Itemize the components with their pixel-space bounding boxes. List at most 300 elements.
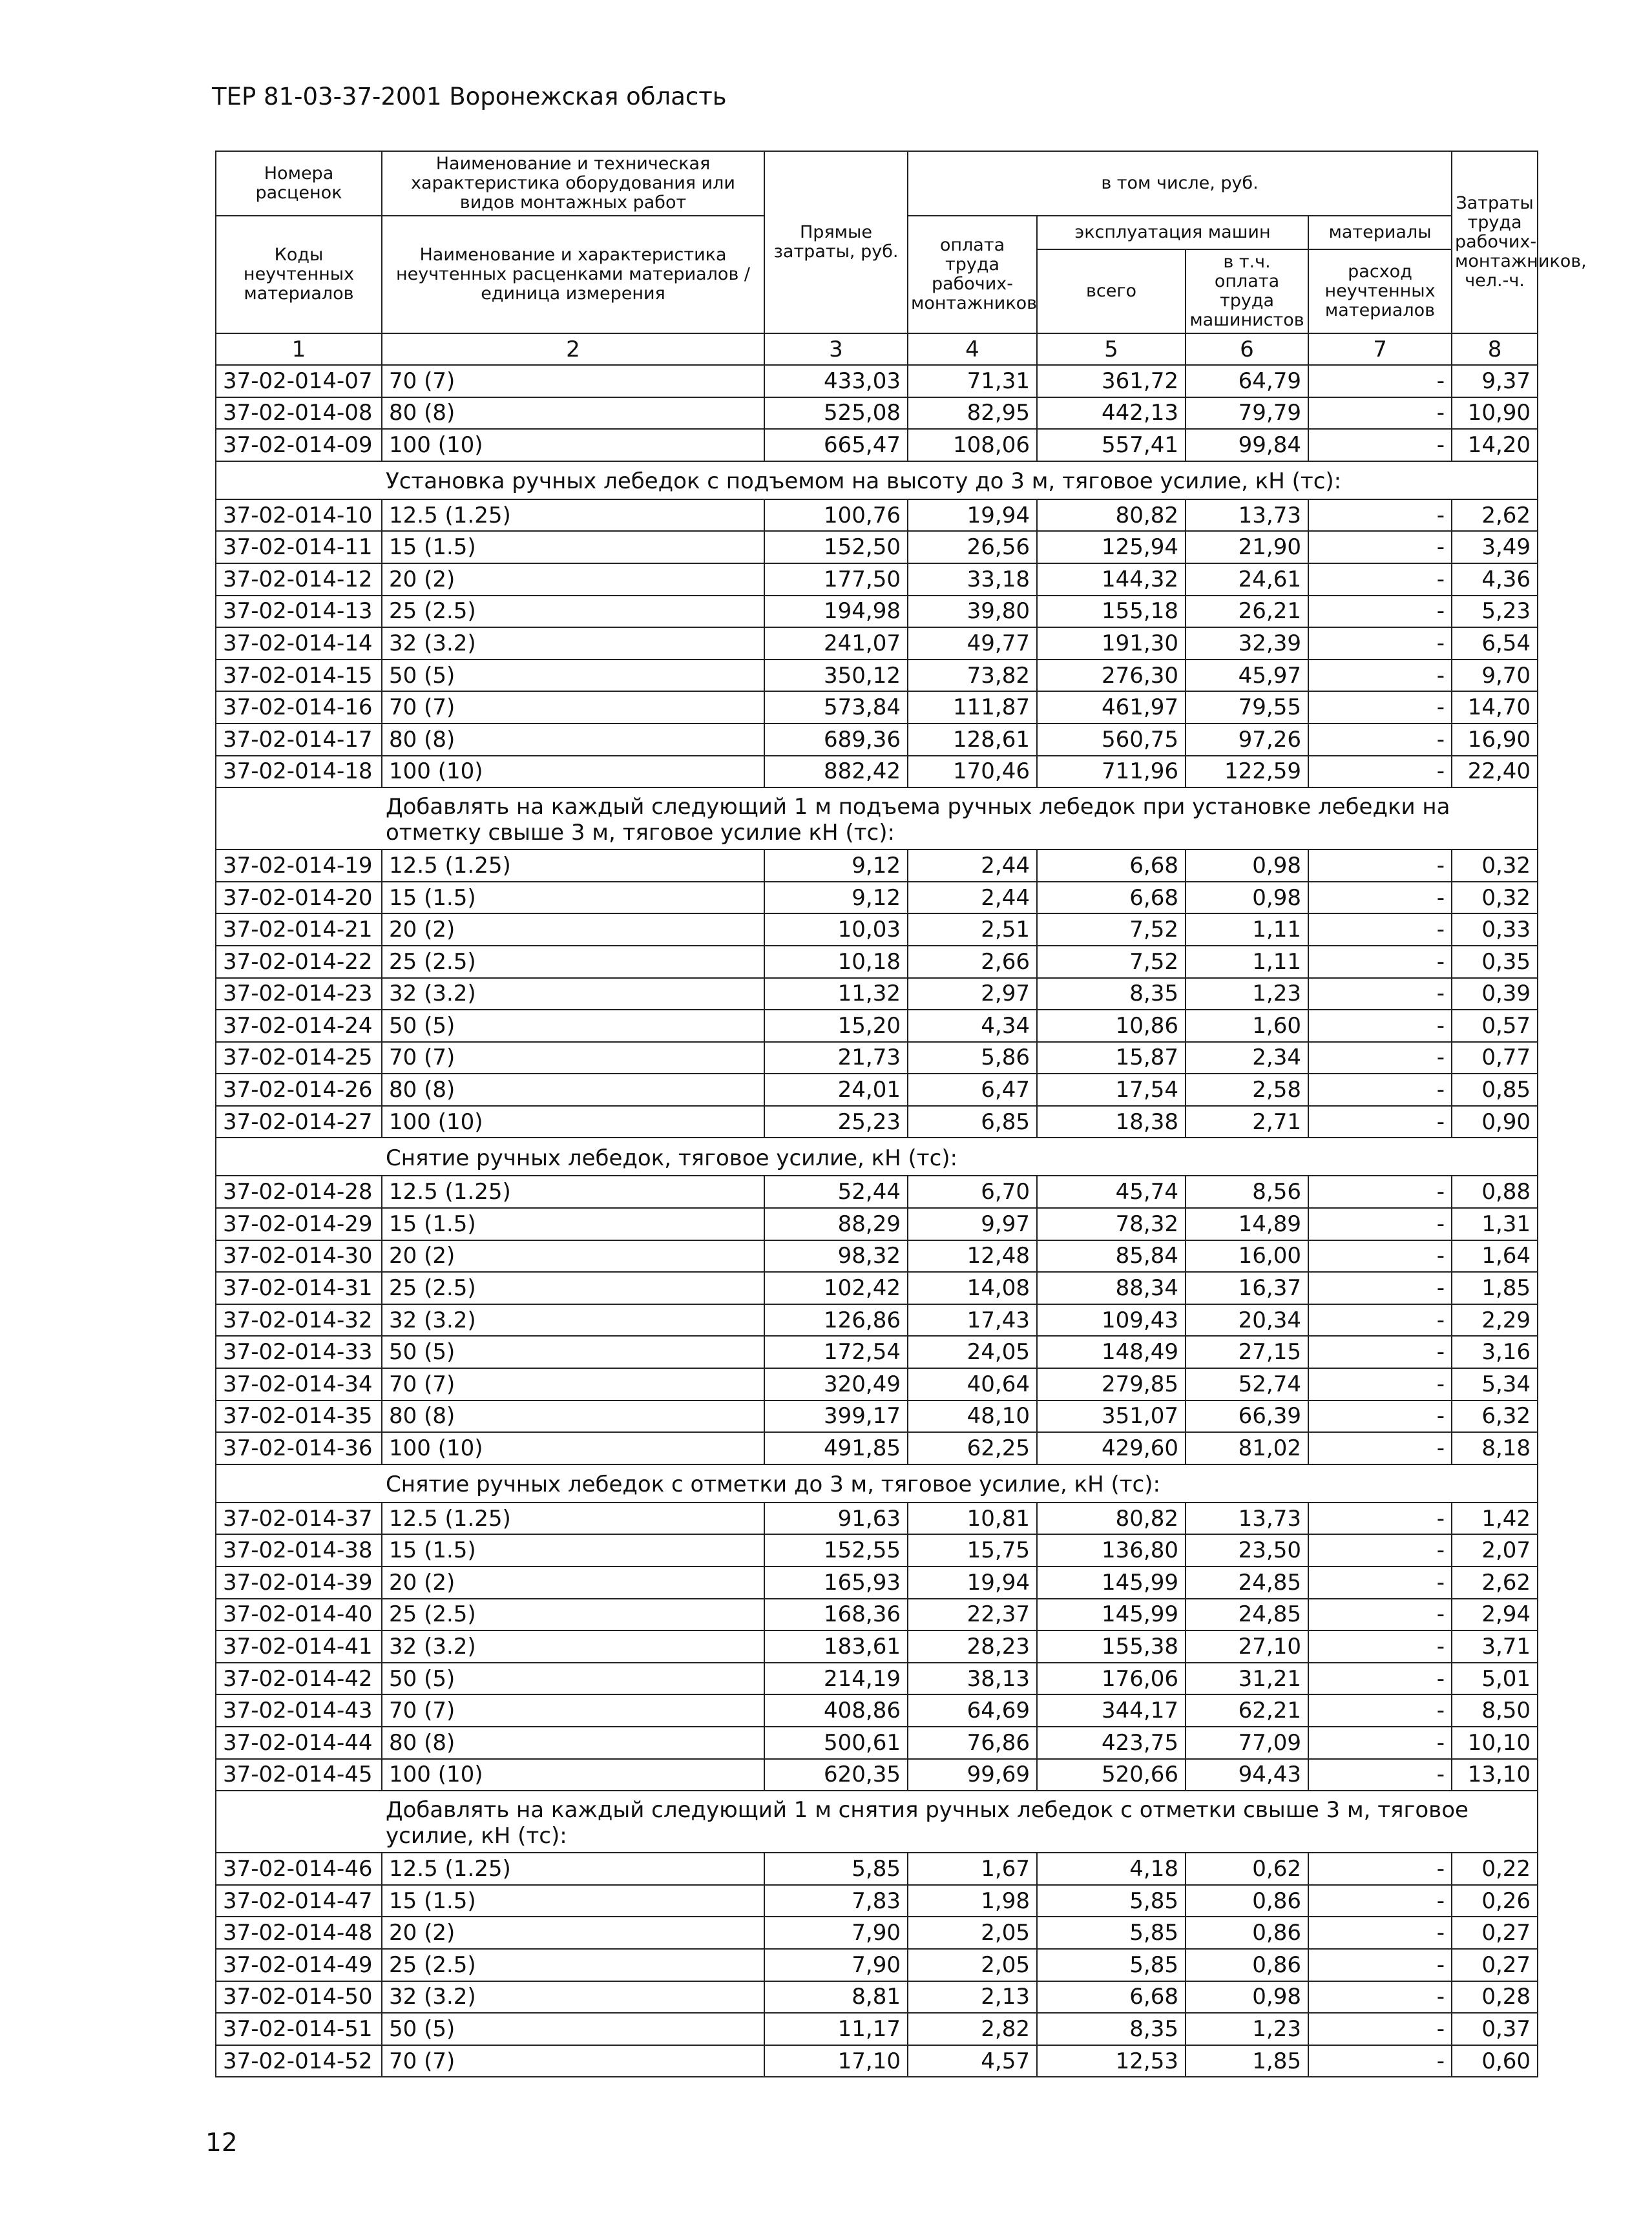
item-name-cell: 12.5 (1.25) xyxy=(382,1176,764,1208)
materials-cell: - xyxy=(1308,1042,1452,1074)
rate-code-cell: 37-02-014-49 xyxy=(216,1949,382,1981)
item-name-cell: 25 (2.5) xyxy=(382,1949,764,1981)
operator-wages-cell: 0,98 xyxy=(1186,1981,1308,2014)
direct-cost-cell: 9,12 xyxy=(764,882,908,914)
operator-wages-cell: 62,21 xyxy=(1186,1694,1308,1727)
item-name-cell: 70 (7) xyxy=(382,365,764,397)
section-title: Установка ручных лебедок с подъемом на высоту до 3 м, тяговое усилие, кН (тс): xyxy=(216,461,1538,499)
rate-code-cell: 37-02-014-24 xyxy=(216,1010,382,1042)
rate-code-cell: 37-02-014-37 xyxy=(216,1503,382,1535)
worker-wages-cell: 15,75 xyxy=(908,1534,1037,1566)
table-row xyxy=(216,1304,1538,1337)
labor-cost-cell: 6,54 xyxy=(1452,627,1538,660)
direct-cost-cell: 88,29 xyxy=(764,1208,908,1240)
labor-cost-cell: 1,42 xyxy=(1452,1503,1538,1535)
materials-cell: - xyxy=(1308,1566,1452,1599)
direct-cost-cell: 102,42 xyxy=(764,1272,908,1304)
labor-cost-cell: 0,33 xyxy=(1452,913,1538,946)
labor-cost-cell: 1,31 xyxy=(1452,1208,1538,1240)
rate-code-cell: 37-02-014-13 xyxy=(216,596,382,628)
worker-wages-cell: 17,43 xyxy=(908,1304,1037,1337)
machines-total-cell: 4,18 xyxy=(1037,1853,1186,1885)
rate-code-cell: 37-02-014-40 xyxy=(216,1599,382,1631)
operator-wages-cell: 24,61 xyxy=(1186,563,1308,596)
rate-code-cell: 37-02-014-51 xyxy=(216,2013,382,2045)
labor-cost-cell: 2,62 xyxy=(1452,1566,1538,1599)
labor-cost-cell: 5,23 xyxy=(1452,596,1538,628)
worker-wages-cell: 2,44 xyxy=(908,882,1037,914)
worker-wages-cell: 62,25 xyxy=(908,1432,1037,1464)
materials-cell: - xyxy=(1308,1630,1452,1663)
machines-total-cell: 145,99 xyxy=(1037,1566,1186,1599)
rate-code-cell: 37-02-014-42 xyxy=(216,1663,382,1695)
labor-cost-cell: 9,70 xyxy=(1452,660,1538,692)
machines-total-cell: 520,66 xyxy=(1037,1759,1186,1791)
column-number: 7 xyxy=(1308,333,1452,365)
materials-cell: - xyxy=(1308,1176,1452,1208)
item-name-cell: 32 (3.2) xyxy=(382,1981,764,2014)
materials-cell: - xyxy=(1308,1074,1452,1106)
item-name-cell: 25 (2.5) xyxy=(382,1272,764,1304)
materials-cell: - xyxy=(1308,691,1452,723)
direct-cost-cell: 126,86 xyxy=(764,1304,908,1337)
machines-total-cell: 80,82 xyxy=(1037,499,1186,532)
worker-wages-cell: 2,44 xyxy=(908,849,1037,882)
section-title: Добавлять на каждый следующий 1 м подъема ручных лебедок при установке лебедки на отметку свыше 3 м, тяговое усилие кН (тс): xyxy=(216,787,1538,849)
operator-wages-cell: 1,60 xyxy=(1186,1010,1308,1042)
operator-wages-cell: 1,11 xyxy=(1186,913,1308,946)
direct-cost-cell: 573,84 xyxy=(764,691,908,723)
header-material-codes: Коды неучтенных материалов xyxy=(216,216,382,333)
table-row xyxy=(216,1949,1538,1981)
machines-total-cell: 125,94 xyxy=(1037,531,1186,563)
materials-cell: - xyxy=(1308,1503,1452,1535)
materials-cell: - xyxy=(1308,596,1452,628)
table-row xyxy=(216,946,1538,978)
table-row xyxy=(216,1240,1538,1273)
rate-code-cell: 37-02-014-18 xyxy=(216,756,382,788)
materials-cell: - xyxy=(1308,499,1452,532)
rate-code-cell: 37-02-014-31 xyxy=(216,1272,382,1304)
item-name-cell: 20 (2) xyxy=(382,913,764,946)
rate-code-cell: 37-02-014-27 xyxy=(216,1106,382,1138)
operator-wages-cell: 26,21 xyxy=(1186,596,1308,628)
item-name-cell: 80 (8) xyxy=(382,723,764,756)
machines-total-cell: 279,85 xyxy=(1037,1368,1186,1400)
operator-wages-cell: 79,79 xyxy=(1186,397,1308,430)
rate-code-cell: 37-02-014-22 xyxy=(216,946,382,978)
item-name-cell: 32 (3.2) xyxy=(382,627,764,660)
column-number: 1 xyxy=(216,333,382,365)
direct-cost-cell: 168,36 xyxy=(764,1599,908,1631)
labor-cost-cell: 0,39 xyxy=(1452,978,1538,1010)
materials-cell: - xyxy=(1308,882,1452,914)
page-number: 12 xyxy=(205,2129,238,2158)
section-row xyxy=(216,1464,1538,1503)
materials-cell: - xyxy=(1308,627,1452,660)
materials-cell: - xyxy=(1308,563,1452,596)
worker-wages-cell: 10,81 xyxy=(908,1503,1037,1535)
materials-cell: - xyxy=(1308,1400,1452,1433)
item-name-cell: 80 (8) xyxy=(382,1727,764,1759)
machines-total-cell: 155,18 xyxy=(1037,596,1186,628)
worker-wages-cell: 12,48 xyxy=(908,1240,1037,1273)
labor-cost-cell: 8,18 xyxy=(1452,1432,1538,1464)
labor-cost-cell: 2,94 xyxy=(1452,1599,1538,1631)
direct-cost-cell: 11,17 xyxy=(764,2013,908,2045)
direct-cost-cell: 98,32 xyxy=(764,1240,908,1273)
labor-cost-cell: 0,35 xyxy=(1452,946,1538,978)
item-name-cell: 100 (10) xyxy=(382,1106,764,1138)
table-row xyxy=(216,365,1538,397)
labor-cost-cell: 1,85 xyxy=(1452,1272,1538,1304)
column-number: 8 xyxy=(1452,333,1538,365)
direct-cost-cell: 152,55 xyxy=(764,1534,908,1566)
machines-total-cell: 442,13 xyxy=(1037,397,1186,430)
materials-cell: - xyxy=(1308,1885,1452,1917)
header-including-group: в том числе, руб. xyxy=(908,151,1452,216)
operator-wages-cell: 1,23 xyxy=(1186,2013,1308,2045)
worker-wages-cell: 6,47 xyxy=(908,1074,1037,1106)
worker-wages-cell: 2,66 xyxy=(908,946,1037,978)
operator-wages-cell: 20,34 xyxy=(1186,1304,1308,1337)
rate-code-cell: 37-02-014-09 xyxy=(216,429,382,461)
worker-wages-cell: 170,46 xyxy=(908,756,1037,788)
materials-cell: - xyxy=(1308,1981,1452,2014)
table-row xyxy=(216,849,1538,882)
labor-cost-cell: 0,28 xyxy=(1452,1981,1538,2014)
direct-cost-cell: 491,85 xyxy=(764,1432,908,1464)
rate-code-cell: 37-02-014-33 xyxy=(216,1336,382,1368)
direct-cost-cell: 15,20 xyxy=(764,1010,908,1042)
worker-wages-cell: 2,97 xyxy=(908,978,1037,1010)
materials-cell: - xyxy=(1308,1368,1452,1400)
worker-wages-cell: 6,85 xyxy=(908,1106,1037,1138)
operator-wages-cell: 13,73 xyxy=(1186,1503,1308,1535)
machines-total-cell: 145,99 xyxy=(1037,1599,1186,1631)
section-row xyxy=(216,461,1538,499)
table-row xyxy=(216,1010,1538,1042)
table-row xyxy=(216,1208,1538,1240)
materials-cell: - xyxy=(1308,1853,1452,1885)
materials-cell: - xyxy=(1308,1534,1452,1566)
direct-cost-cell: 152,50 xyxy=(764,531,908,563)
table-row xyxy=(216,1663,1538,1695)
table-row xyxy=(216,756,1538,788)
materials-cell: - xyxy=(1308,978,1452,1010)
materials-cell: - xyxy=(1308,1694,1452,1727)
worker-wages-cell: 71,31 xyxy=(908,365,1037,397)
labor-cost-cell: 8,50 xyxy=(1452,1694,1538,1727)
worker-wages-cell: 28,23 xyxy=(908,1630,1037,1663)
worker-wages-cell: 22,37 xyxy=(908,1599,1037,1631)
machines-total-cell: 361,72 xyxy=(1037,365,1186,397)
item-name-cell: 70 (7) xyxy=(382,1042,764,1074)
table-row xyxy=(216,596,1538,628)
direct-cost-cell: 52,44 xyxy=(764,1176,908,1208)
table-row xyxy=(216,1885,1538,1917)
item-name-cell: 100 (10) xyxy=(382,756,764,788)
direct-cost-cell: 11,32 xyxy=(764,978,908,1010)
direct-cost-cell: 500,61 xyxy=(764,1727,908,1759)
labor-cost-cell: 2,29 xyxy=(1452,1304,1538,1337)
labor-cost-cell: 10,90 xyxy=(1452,397,1538,430)
labor-cost-cell: 5,34 xyxy=(1452,1368,1538,1400)
operator-wages-cell: 52,74 xyxy=(1186,1368,1308,1400)
labor-cost-cell: 5,01 xyxy=(1452,1663,1538,1695)
rate-code-cell: 37-02-014-41 xyxy=(216,1630,382,1663)
materials-cell: - xyxy=(1308,1208,1452,1240)
materials-cell: - xyxy=(1308,365,1452,397)
machines-total-cell: 136,80 xyxy=(1037,1534,1186,1566)
direct-cost-cell: 525,08 xyxy=(764,397,908,430)
header-machines-total: всего xyxy=(1037,249,1186,333)
item-name-cell: 50 (5) xyxy=(382,660,764,692)
table-row xyxy=(216,913,1538,946)
machines-total-cell: 461,97 xyxy=(1037,691,1186,723)
table-row xyxy=(216,1106,1538,1138)
rate-code-cell: 37-02-014-17 xyxy=(216,723,382,756)
item-name-cell: 50 (5) xyxy=(382,1663,764,1695)
item-name-cell: 32 (3.2) xyxy=(382,978,764,1010)
item-name-cell: 70 (7) xyxy=(382,1694,764,1727)
worker-wages-cell: 4,34 xyxy=(908,1010,1037,1042)
operator-wages-cell: 97,26 xyxy=(1186,723,1308,756)
operator-wages-cell: 66,39 xyxy=(1186,1400,1308,1433)
worker-wages-cell: 108,06 xyxy=(908,429,1037,461)
worker-wages-cell: 2,05 xyxy=(908,1917,1037,1949)
direct-cost-cell: 408,86 xyxy=(764,1694,908,1727)
table-row xyxy=(216,1917,1538,1949)
rate-code-cell: 37-02-014-07 xyxy=(216,365,382,397)
item-name-cell: 15 (1.5) xyxy=(382,1534,764,1566)
worker-wages-cell: 24,05 xyxy=(908,1336,1037,1368)
direct-cost-cell: 17,10 xyxy=(764,2045,908,2077)
labor-cost-cell: 13,10 xyxy=(1452,1759,1538,1791)
machines-total-cell: 191,30 xyxy=(1037,627,1186,660)
direct-cost-cell: 9,12 xyxy=(764,849,908,882)
worker-wages-cell: 19,94 xyxy=(908,1566,1037,1599)
item-name-cell: 80 (8) xyxy=(382,1074,764,1106)
table-row xyxy=(216,882,1538,914)
labor-cost-cell: 0,85 xyxy=(1452,1074,1538,1106)
materials-cell: - xyxy=(1308,2045,1452,2077)
worker-wages-cell: 6,70 xyxy=(908,1176,1037,1208)
materials-cell: - xyxy=(1308,1917,1452,1949)
worker-wages-cell: 99,69 xyxy=(908,1759,1037,1791)
operator-wages-cell: 8,56 xyxy=(1186,1176,1308,1208)
worker-wages-cell: 2,13 xyxy=(908,1981,1037,2014)
direct-cost-cell: 620,35 xyxy=(764,1759,908,1791)
direct-cost-cell: 21,73 xyxy=(764,1042,908,1074)
labor-cost-cell: 14,70 xyxy=(1452,691,1538,723)
materials-cell: - xyxy=(1308,946,1452,978)
item-name-cell: 100 (10) xyxy=(382,429,764,461)
table-row xyxy=(216,563,1538,596)
item-name-cell: 70 (7) xyxy=(382,691,764,723)
table-row xyxy=(216,1599,1538,1631)
materials-cell: - xyxy=(1308,913,1452,946)
materials-cell: - xyxy=(1308,531,1452,563)
table-row xyxy=(216,660,1538,692)
table-row xyxy=(216,723,1538,756)
item-name-cell: 12.5 (1.25) xyxy=(382,499,764,532)
rate-code-cell: 37-02-014-32 xyxy=(216,1304,382,1337)
machines-total-cell: 6,68 xyxy=(1037,1981,1186,2014)
operator-wages-cell: 14,89 xyxy=(1186,1208,1308,1240)
rate-code-cell: 37-02-014-21 xyxy=(216,913,382,946)
column-number: 2 xyxy=(382,333,764,365)
header-labor-costs: Затраты труда рабочих-монтажников, чел.-ч. xyxy=(1452,151,1538,333)
item-name-cell: 50 (5) xyxy=(382,2013,764,2045)
header-machines-group: эксплуатация машин xyxy=(1037,216,1308,249)
direct-cost-cell: 882,42 xyxy=(764,756,908,788)
item-name-cell: 25 (2.5) xyxy=(382,946,764,978)
item-name-cell: 15 (1.5) xyxy=(382,1208,764,1240)
table-row xyxy=(216,1630,1538,1663)
rate-code-cell: 37-02-014-48 xyxy=(216,1917,382,1949)
table-row xyxy=(216,2045,1538,2077)
table-row xyxy=(216,1042,1538,1074)
rate-code-cell: 37-02-014-15 xyxy=(216,660,382,692)
item-name-cell: 70 (7) xyxy=(382,1368,764,1400)
materials-cell: - xyxy=(1308,1599,1452,1631)
rates-table xyxy=(215,151,1587,2077)
materials-cell: - xyxy=(1308,1759,1452,1791)
table-header xyxy=(216,151,1587,365)
operator-wages-cell: 16,00 xyxy=(1186,1240,1308,1273)
direct-cost-cell: 8,81 xyxy=(764,1981,908,2014)
labor-cost-cell: 0,26 xyxy=(1452,1885,1538,1917)
labor-cost-cell: 0,32 xyxy=(1452,882,1538,914)
materials-cell: - xyxy=(1308,1240,1452,1273)
labor-cost-cell: 3,49 xyxy=(1452,531,1538,563)
worker-wages-cell: 5,86 xyxy=(908,1042,1037,1074)
labor-cost-cell: 10,10 xyxy=(1452,1727,1538,1759)
item-name-cell: 12.5 (1.25) xyxy=(382,849,764,882)
table-row xyxy=(216,1853,1538,1885)
labor-cost-cell: 2,62 xyxy=(1452,499,1538,532)
rate-code-cell: 37-02-014-38 xyxy=(216,1534,382,1566)
table-row xyxy=(216,1272,1538,1304)
header-operator-wages: в т.ч. оплата труда машинистов xyxy=(1186,249,1308,333)
direct-cost-cell: 689,36 xyxy=(764,723,908,756)
direct-cost-cell: 320,49 xyxy=(764,1368,908,1400)
operator-wages-cell: 27,10 xyxy=(1186,1630,1308,1663)
machines-total-cell: 155,38 xyxy=(1037,1630,1186,1663)
worker-wages-cell: 14,08 xyxy=(908,1272,1037,1304)
section-title: Снятие ручных лебедок с отметки до 3 м, тяговое усилие, кН (тс): xyxy=(216,1464,1538,1503)
worker-wages-cell: 26,56 xyxy=(908,531,1037,563)
worker-wages-cell: 49,77 xyxy=(908,627,1037,660)
materials-cell: - xyxy=(1308,1432,1452,1464)
table-row xyxy=(216,429,1538,461)
worker-wages-cell: 4,57 xyxy=(908,2045,1037,2077)
direct-cost-cell: 433,03 xyxy=(764,365,908,397)
operator-wages-cell: 0,86 xyxy=(1186,1885,1308,1917)
item-name-cell: 20 (2) xyxy=(382,1917,764,1949)
machines-total-cell: 5,85 xyxy=(1037,1949,1186,1981)
rate-code-cell: 37-02-014-35 xyxy=(216,1400,382,1433)
table-row xyxy=(216,978,1538,1010)
table-row xyxy=(216,1176,1538,1208)
materials-cell: - xyxy=(1308,660,1452,692)
rate-code-cell: 37-02-014-28 xyxy=(216,1176,382,1208)
table-row xyxy=(216,531,1538,563)
direct-cost-cell: 183,61 xyxy=(764,1630,908,1663)
worker-wages-cell: 2,05 xyxy=(908,1949,1037,1981)
worker-wages-cell: 1,98 xyxy=(908,1885,1037,1917)
table-row xyxy=(216,1432,1538,1464)
rate-code-cell: 37-02-014-11 xyxy=(216,531,382,563)
rate-code-cell: 37-02-014-44 xyxy=(216,1727,382,1759)
table-row xyxy=(216,1534,1538,1566)
worker-wages-cell: 9,97 xyxy=(908,1208,1037,1240)
materials-cell: - xyxy=(1308,1949,1452,1981)
materials-cell: - xyxy=(1308,1304,1452,1337)
operator-wages-cell: 94,43 xyxy=(1186,1759,1308,1791)
machines-total-cell: 557,41 xyxy=(1037,429,1186,461)
worker-wages-cell: 111,87 xyxy=(908,691,1037,723)
direct-cost-cell: 177,50 xyxy=(764,563,908,596)
operator-wages-cell: 23,50 xyxy=(1186,1534,1308,1566)
machines-total-cell: 88,34 xyxy=(1037,1272,1186,1304)
rate-code-cell: 37-02-014-43 xyxy=(216,1694,382,1727)
machines-total-cell: 351,07 xyxy=(1037,1400,1186,1433)
section-row xyxy=(216,1791,1538,1853)
machines-total-cell: 276,30 xyxy=(1037,660,1186,692)
rate-code-cell: 37-02-014-29 xyxy=(216,1208,382,1240)
direct-cost-cell: 165,93 xyxy=(764,1566,908,1599)
item-name-cell: 20 (2) xyxy=(382,1566,764,1599)
labor-cost-cell: 16,90 xyxy=(1452,723,1538,756)
item-name-cell: 20 (2) xyxy=(382,1240,764,1273)
rate-code-cell: 37-02-014-47 xyxy=(216,1885,382,1917)
materials-cell: - xyxy=(1308,429,1452,461)
machines-total-cell: 344,17 xyxy=(1037,1694,1186,1727)
header-rate-numbers: Номера расценок xyxy=(216,151,382,216)
operator-wages-cell: 1,23 xyxy=(1186,978,1308,1010)
rate-code-cell: 37-02-014-19 xyxy=(216,849,382,882)
rate-code-cell: 37-02-014-34 xyxy=(216,1368,382,1400)
machines-total-cell: 5,85 xyxy=(1037,1917,1186,1949)
materials-cell: - xyxy=(1308,397,1452,430)
machines-total-cell: 144,32 xyxy=(1037,563,1186,596)
rate-code-cell: 37-02-014-14 xyxy=(216,627,382,660)
item-name-cell: 15 (1.5) xyxy=(382,1885,764,1917)
column-number: 3 xyxy=(764,333,908,365)
table-row xyxy=(216,1400,1538,1433)
header-direct-costs: Прямые затраты, руб. xyxy=(764,151,908,333)
operator-wages-cell: 32,39 xyxy=(1186,627,1308,660)
table-row xyxy=(216,691,1538,723)
operator-wages-cell: 21,90 xyxy=(1186,531,1308,563)
operator-wages-cell: 79,55 xyxy=(1186,691,1308,723)
operator-wages-cell: 16,37 xyxy=(1186,1272,1308,1304)
direct-cost-cell: 350,12 xyxy=(764,660,908,692)
worker-wages-cell: 39,80 xyxy=(908,596,1037,628)
table-row xyxy=(216,1368,1538,1400)
worker-wages-cell: 2,51 xyxy=(908,913,1037,946)
operator-wages-cell: 64,79 xyxy=(1186,365,1308,397)
materials-cell: - xyxy=(1308,849,1452,882)
rate-code-cell: 37-02-014-45 xyxy=(216,1759,382,1791)
materials-cell: - xyxy=(1308,2013,1452,2045)
materials-cell: - xyxy=(1308,1663,1452,1695)
worker-wages-cell: 33,18 xyxy=(908,563,1037,596)
labor-cost-cell: 1,64 xyxy=(1452,1240,1538,1273)
direct-cost-cell: 7,90 xyxy=(764,1949,908,1981)
